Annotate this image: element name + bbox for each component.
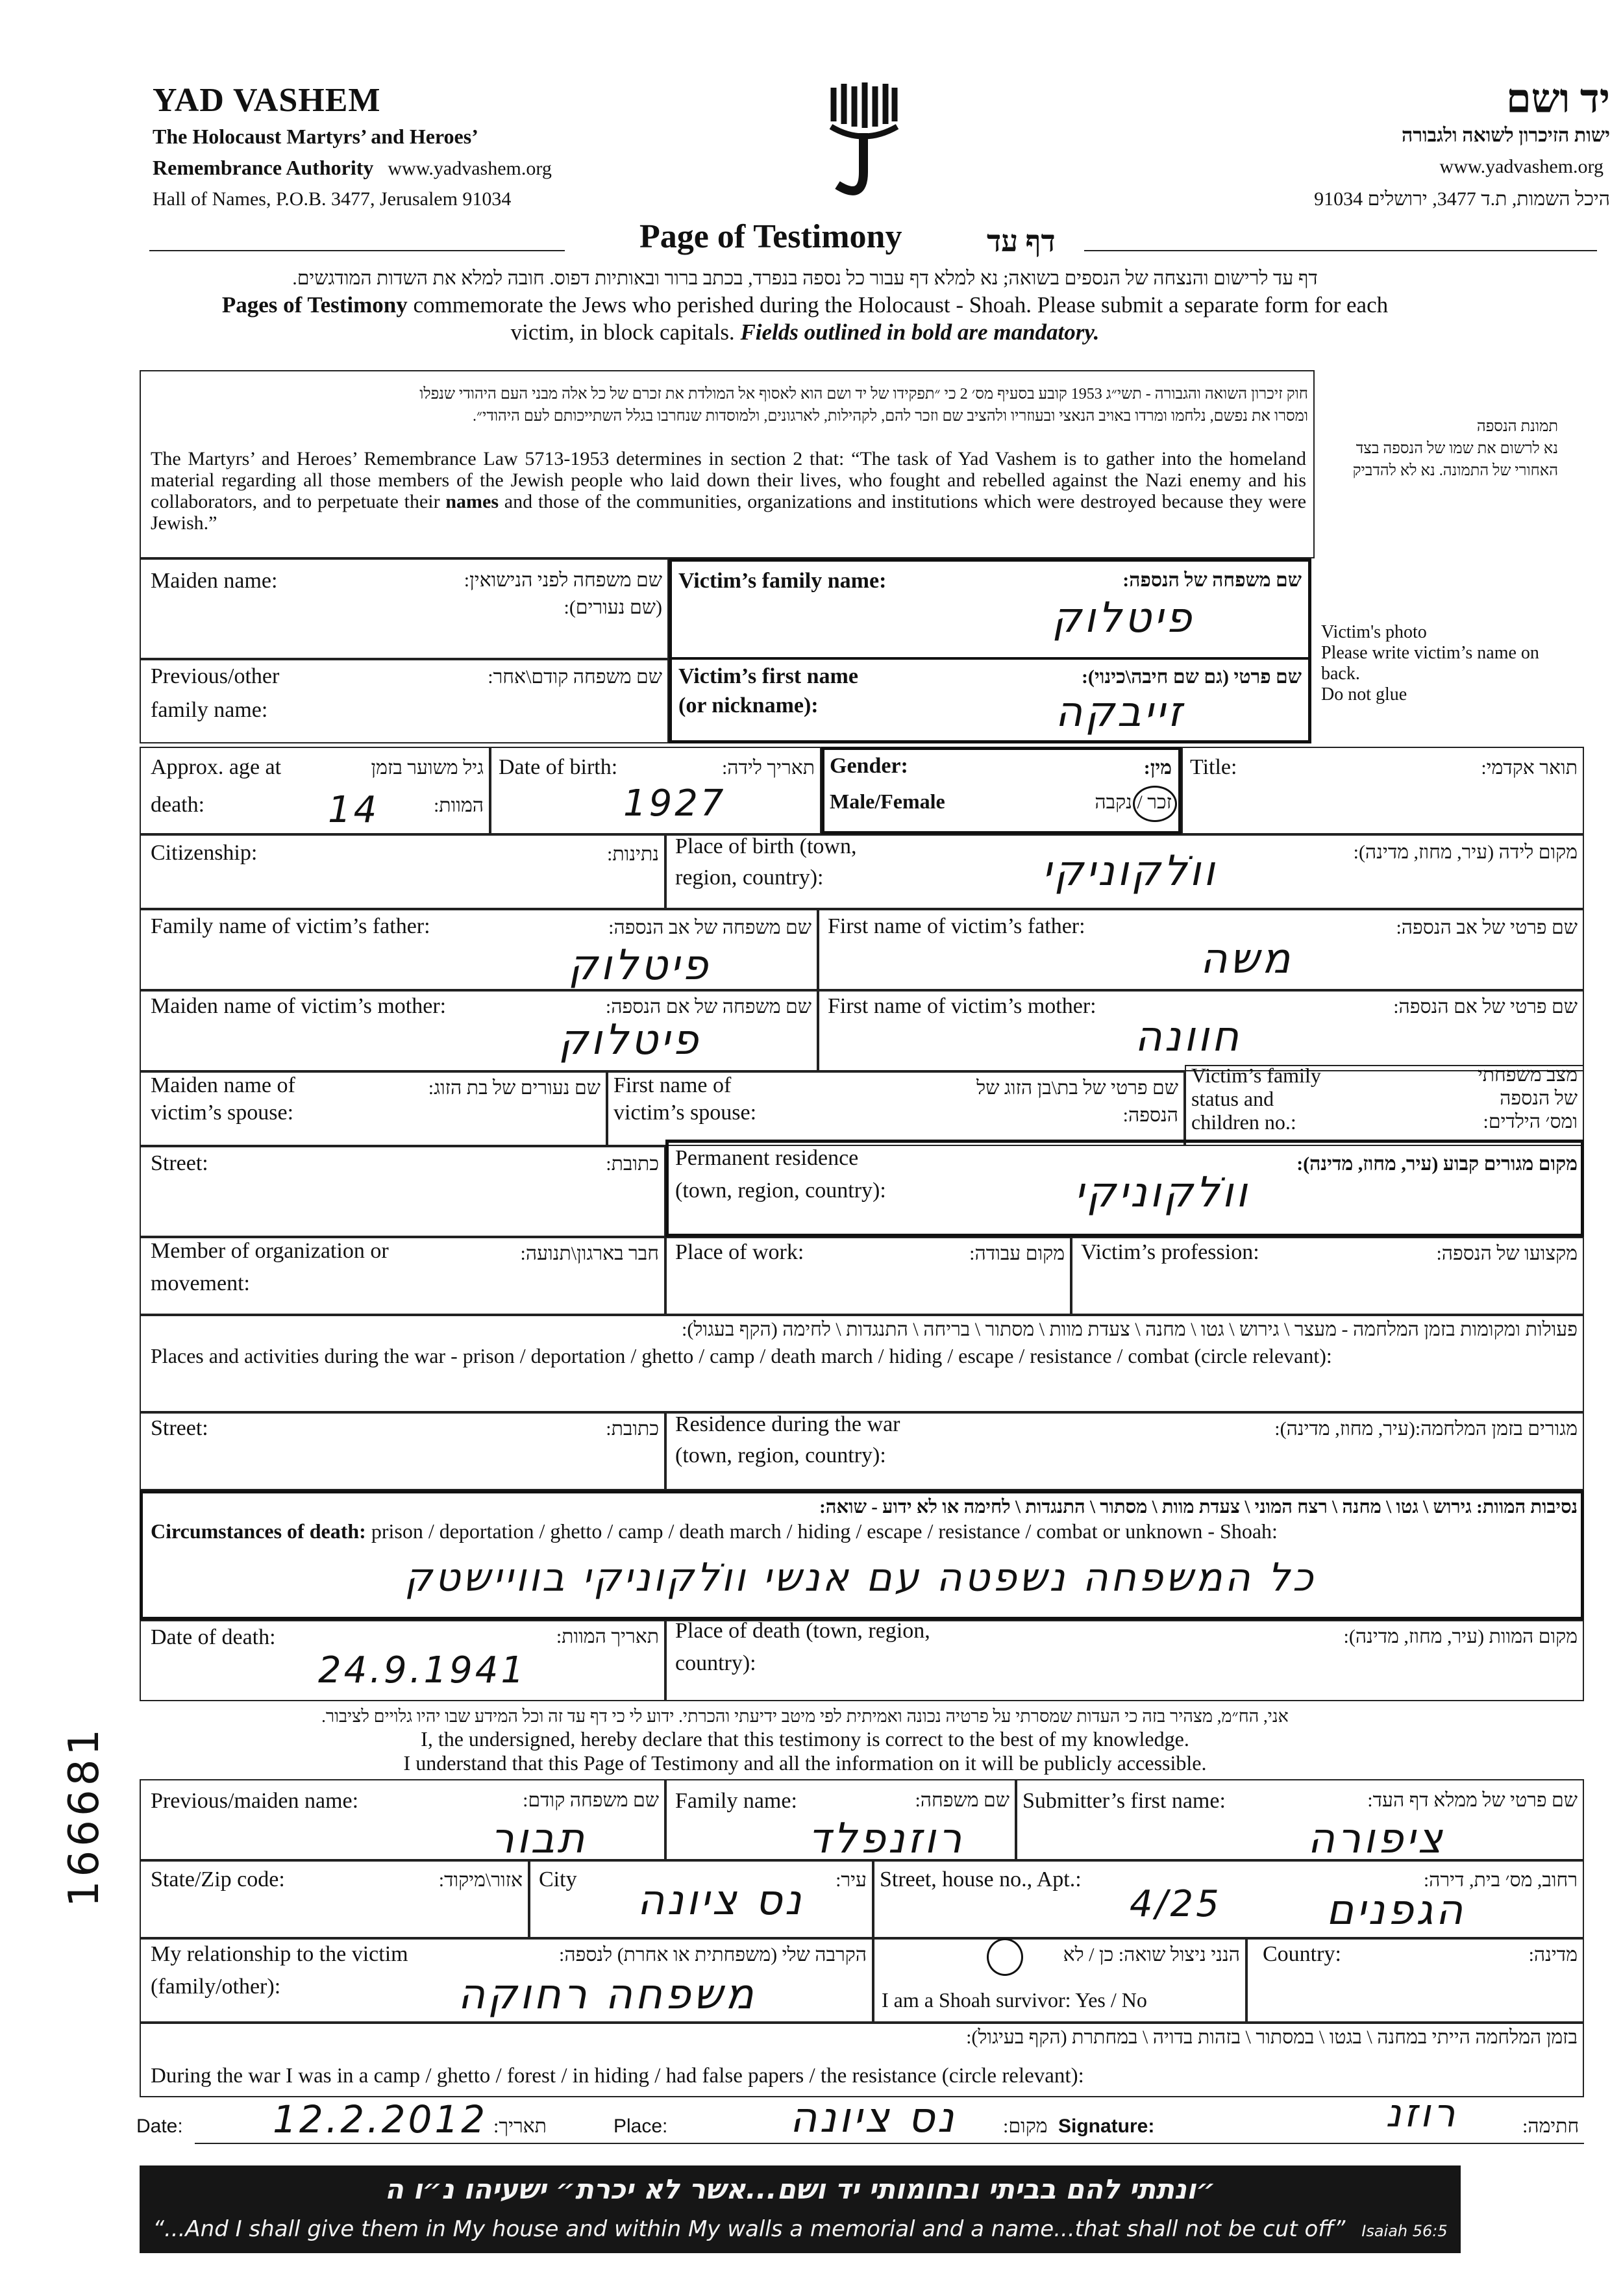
- gender-label-he: מין:: [1143, 757, 1172, 779]
- war-residence-label: Residence during the war: [675, 1412, 900, 1436]
- gender-label: Gender:: [830, 754, 908, 778]
- permanent-residence-label: Permanent residence: [675, 1146, 859, 1170]
- org-address-he: היכל השמות, ת.ד 3477, ירושלים 91034: [1314, 188, 1610, 210]
- age-value[interactable]: 14: [328, 789, 380, 831]
- submitter-street-label: Street, house no., Apt.:: [880, 1867, 1082, 1891]
- father-family-name-label: Family name of victim’s father:: [151, 914, 430, 938]
- war-residence-label2: (town, region, country):: [675, 1443, 886, 1467]
- family-status-label2: status and: [1191, 1087, 1274, 1110]
- spouse-first-name-label-he: שם פרטי של בת\בן הזוג של: [976, 1077, 1178, 1099]
- submitter-family-name-label-he: שם משפחה:: [915, 1790, 1009, 1811]
- victim-family-name-value[interactable]: פיטלוק: [1052, 594, 1195, 642]
- permanent-residence-value[interactable]: ווֹלקוניקי: [1074, 1169, 1250, 1217]
- org-authority-en: Remembrance Authority: [153, 156, 374, 179]
- age-label: Approx. age at: [151, 755, 282, 779]
- spouse-maiden-name-label-he: שם נעורים של בת הזוג:: [428, 1077, 601, 1099]
- father-first-name-label-he: שם פרטי של אב הנספה:: [1396, 917, 1578, 938]
- org-title-he: יד ושם: [1505, 77, 1610, 121]
- declaration-he: אני, הח״מ, מצהיר בזה כי העדות שמסרתי על פרטיה נכונה ואמיתית לפי מיטב ידיעתי והכרתי. ידוע לי כי דף עד זה וכל המידע שבו יהיו גלויים לציבור.: [321, 1706, 1289, 1726]
- previous-family-name-label2: family name:: [151, 698, 268, 722]
- family-status-he2: של הנספה: [1500, 1088, 1578, 1109]
- spouse-maiden-name-label2: victim’s spouse:: [151, 1101, 294, 1125]
- victim-family-name-label: Victim’s family name:: [678, 569, 887, 593]
- declaration-en1: I, the undersigned, hereby declare that this testimony is correct to the best of my knowledge.: [421, 1727, 1189, 1751]
- survivor-label-he: הנני ניצול שואה: כן / לא: [1063, 1944, 1240, 1965]
- place-of-death-label: Place of death (town, region,: [675, 1619, 930, 1643]
- spouse-first-name-label: First name of: [613, 1073, 732, 1097]
- relationship-label2: (family/other):: [151, 1975, 281, 1999]
- country-label-he: מדינה:: [1528, 1944, 1578, 1965]
- relationship-value[interactable]: משפחה רחוקה: [458, 1971, 756, 2019]
- instructions-en-bold: Pages of Testimony: [221, 292, 408, 318]
- permanent-residence-label2: (town, region, country):: [675, 1179, 886, 1203]
- instructions-en2-text: victim, in block capitals.: [510, 319, 735, 345]
- law-en: [151, 448, 1306, 534]
- circumstances-value[interactable]: כל המשפחה נשפטה עם אנשי ווֹלקוניקי בוויישטק: [404, 1555, 1316, 1601]
- victim-first-name-label2: (or nickname):: [678, 693, 819, 718]
- gender-label-he2: זכר / נקבה: [1095, 792, 1172, 813]
- zip-code-label: State/Zip code:: [151, 1867, 285, 1891]
- law-en-text: The Martyrs’ and Heroes’ Remembrance Law 5713-1953 determines in section 2 that: “The task of Yad Vashem is to gather into the homeland material regarding all those members of the Jewish people who laid down their lives, who fought and rebelled against the Nazi enemy and his collaborators, and to perpetuate their: [151, 448, 1306, 512]
- org-line2-en: [153, 156, 552, 180]
- father-family-name-label-he: שם משפחה של אב הנספה:: [608, 917, 811, 938]
- father-family-name-value[interactable]: פיטלוק: [568, 942, 711, 990]
- maiden-name-label-he: שם משפחה לפני הנישואין:: [464, 569, 662, 591]
- title-label: Title:: [1190, 755, 1237, 779]
- place-of-birth-label-he: מקום לידה (עיר, מחוז, מדינה):: [1353, 842, 1578, 863]
- submitter-first-name-value[interactable]: ציפורה: [1307, 1815, 1445, 1863]
- place-of-birth-label: Place of birth (town,: [675, 834, 857, 858]
- citizenship-label-he: נתינות:: [607, 843, 659, 865]
- age-label-he2: המוות:: [433, 795, 484, 816]
- instructions-en2: [0, 319, 1610, 345]
- date-label-he: תאריך:: [493, 2115, 547, 2137]
- family-status-he3: ומס׳ הילדים:: [1483, 1111, 1578, 1132]
- relationship-label: My relationship to the victim: [151, 1942, 408, 1966]
- spouse-first-name-label-he2: הנספה:: [1122, 1104, 1178, 1126]
- footer-quote-he: ״ונתתי להם בביתי ובחומותי יד ושם...אשר לא יכרת״ ישעיהו נ״ו ה: [384, 2173, 1216, 2205]
- profession-label: Victim’s profession:: [1081, 1240, 1259, 1264]
- date-of-death-label-he: תאריך המוות:: [556, 1626, 659, 1647]
- war-activities-label: Places and activities during the war - prison / deportation / ghetto / camp / death march / hiding / escape / resistance / combat (circle relevant):: [151, 1344, 1332, 1367]
- law-en-tail: and those of the communities, organizations and institutions which were destroyed because they were Jewish.”: [151, 491, 1307, 534]
- mother-first-name-label-he: שם פרטי של אם הנספה:: [1393, 996, 1578, 1017]
- gender-male-circle: [1133, 786, 1177, 822]
- photo-en-text: Please write victim’s name on back.: [1321, 643, 1539, 684]
- survivor-label: I am a Shoah survivor: Yes / No: [882, 1988, 1147, 2012]
- declaration-en2: I understand that this Page of Testimony and all the information on it will be publicly accessible.: [403, 1751, 1207, 1775]
- law-he-line1: חוק זיכרון השואה והגבורה - תשי״ג 1953 קובע בסעיף מס׳ 2 כי ״תפקידו של יד ושם הוא לאסוף אל המולדת את זכרם של כל אלה מבני העם היהודי שנפלו: [419, 386, 1308, 403]
- instructions-he: דף עד לרישום והנצחה של הנספים בשואה; נא למלא דף עבור כל נספה בנפרד, בכתב ברור ובאותיות דפוס. חובה למלא את השדות המודגשים.: [292, 268, 1318, 289]
- maiden-name-label-he2: (שם נעורים):: [564, 597, 662, 618]
- org-title-en: YAD VASHEM: [153, 82, 381, 119]
- family-status-label3: children no.:: [1191, 1110, 1296, 1134]
- photo-he-text: נא לרשום את שמו של הנספה בצד האחורי של התמונה. נא לא להדביק: [1352, 440, 1558, 479]
- war-street-label-he: כתובת:: [606, 1418, 659, 1440]
- submitter-war-label: During the war I was in a camp / ghetto / forest / in hiding / had false papers / the resistance (circle relevant):: [151, 2064, 1084, 2088]
- age-label-he: גיל משוער בזמן: [371, 757, 484, 779]
- city-value[interactable]: נס ציונה: [637, 1877, 804, 1925]
- submitter-prev-name-value[interactable]: תבור: [490, 1815, 588, 1863]
- victim-first-name-label-he: שם פרטי (גם שם חיבה\כינוי):: [1081, 666, 1302, 688]
- place-of-birth-value[interactable]: ווֹלקוניקי: [1042, 847, 1217, 895]
- place-label: Place:: [613, 2115, 668, 2137]
- footer-quote-en-text: “...And I shall give them in My house and within My walls a memorial and a name...that shall not be cut off”: [153, 2216, 1346, 2242]
- place-of-work-label: Place of work:: [675, 1240, 804, 1264]
- survivor-no-circle: [987, 1938, 1023, 1976]
- photo-en-title: Victim's photo: [1321, 622, 1427, 642]
- victim-first-name-value[interactable]: זייבקה: [1055, 688, 1185, 736]
- footer-quote-en: [146, 2216, 1454, 2242]
- age-label2: death:: [151, 793, 205, 817]
- organization-label-he: חבר בארגון\תנועה:: [520, 1243, 659, 1264]
- spouse-first-name-label2: victim’s spouse:: [613, 1101, 757, 1125]
- submitter-family-name-label: Family name:: [675, 1789, 797, 1813]
- submitter-family-name-value[interactable]: רוזנפלד: [808, 1815, 965, 1863]
- relationship-label-he: הקרבה שלי (משפחתית או אחרת) לנספה:: [559, 1944, 867, 1965]
- instructions-mandatory: Fields outlined in bold are mandatory.: [740, 319, 1100, 345]
- war-activities-label-he: פעולות ומקומות בזמן המלחמה - מעצר \ גירוש \ גטו \ מחנה \ צעדת מוות \ מסתור \ בריחה \ התנגדות \ לחימה (הקף בעגול):: [682, 1319, 1578, 1340]
- org-line1-en: The Holocaust Martyrs’ and Heroes’: [153, 125, 478, 148]
- father-first-name-value[interactable]: משה: [1200, 935, 1293, 983]
- signature-value[interactable]: רוזנ: [1385, 2091, 1458, 2136]
- mother-first-name-value[interactable]: חוונה: [1134, 1013, 1242, 1061]
- law-he-line2: ומסרו את נפשם, נלחמו ומרדו באויב הנאצי ובעוזריו ולהציב שם וזכר להם, לקהילות, לארגונים, ולמוסדות שנחרבו בגלל השתייכותם לעם היהודי״.: [472, 408, 1308, 425]
- father-first-name-label: First name of victim’s father:: [828, 914, 1085, 938]
- circumstances-label-he: נסיבות המוות: גירוש \ גטו \ מחנה \ רצח המוני \ צעדת מוות \ מסתור \ התנגדות \ לחימה או לא ידוע - שואה:: [819, 1497, 1578, 1517]
- circumstances-label-bold: Circumstances of death:: [151, 1519, 366, 1543]
- date-label: Date:: [136, 2115, 183, 2137]
- submitter-prev-name-label-he: שם משפחה קודם:: [523, 1790, 659, 1811]
- place-of-death-label-he: מקום המוות (עיר, מחוז, מדינה):: [1343, 1626, 1578, 1647]
- submitter-street-number-value[interactable]: 4/25: [1130, 1883, 1222, 1925]
- mother-maiden-name-label-he: שם משפחה של אם הנספה:: [605, 996, 811, 1017]
- circumstances-label-text: prison / deportation / ghetto / camp / death march / hiding / escape / resistance / combat or unknown - Shoah:: [371, 1519, 1278, 1543]
- signature-label: Signature:: [1058, 2115, 1155, 2137]
- photo-he-title: תמונת הנספה: [1476, 418, 1558, 435]
- photo-he: [1324, 416, 1558, 482]
- submitter-war-label-he: בזמן המלחמה הייתי במחנה \ בגטו \ במסתור \ בזהות בדויה \ במחתרת (הקף בעיגול):: [966, 2027, 1578, 2048]
- org-line1-he: ישות הזיכרון לשואה ולגבורה: [1402, 125, 1610, 146]
- family-status-he1: מצב משפחתי: [1477, 1064, 1578, 1086]
- side-number: [62, 1708, 107, 1922]
- dob-label-he: תאריך לידה:: [721, 757, 815, 779]
- footer-quote-band: [140, 2165, 1461, 2253]
- previous-family-name-label: Previous/other: [151, 664, 280, 688]
- spouse-maiden-name-label: Maiden name of: [151, 1073, 295, 1097]
- submitter-street-value[interactable]: הגפנים: [1326, 1886, 1466, 1934]
- place-value[interactable]: נס ציונה: [789, 2094, 957, 2142]
- war-street-label: Street:: [151, 1416, 208, 1440]
- dob-label: Date of birth:: [499, 755, 618, 779]
- submitter-first-name-label-he: שם פרטי של ממלא דף העד:: [1367, 1790, 1578, 1811]
- date-value[interactable]: 12.2.2012: [273, 2097, 488, 2141]
- gender-label2: Male/Female: [830, 790, 945, 813]
- signature-label-he: חתימה:: [1522, 2115, 1579, 2137]
- photo-en: [1321, 622, 1574, 705]
- org-address-en: Hall of Names, P.O.B. 3477, Jerusalem 91034: [153, 188, 512, 210]
- submitter-first-name-label: Submitter’s first name:: [1022, 1789, 1226, 1813]
- place-of-work-label-he: מקום עבודה:: [969, 1243, 1065, 1264]
- war-residence-label-he: מגורים בזמן המלחמה:(עיר, מחוז, מדינה):: [1274, 1418, 1578, 1440]
- date-of-death-label: Date of death:: [151, 1625, 276, 1649]
- dob-value[interactable]: 1927: [623, 782, 726, 825]
- side-number-text: 166681: [60, 1725, 108, 1908]
- victim-family-name-label-he: שם משפחה של הנספה:: [1122, 569, 1302, 591]
- city-label-he: עיר:: [836, 1869, 867, 1891]
- instructions-en-text: commemorate the Jews who perished during the Holocaust - Shoah. Please submit a separate form for each: [413, 292, 1389, 318]
- instructions-en: [0, 292, 1610, 318]
- footer-quote-ref: Isaiah 56:5: [1361, 2222, 1448, 2240]
- form-title-en: Page of Testimony: [639, 218, 902, 255]
- organization-label2: movement:: [151, 1271, 250, 1295]
- citizenship-label: Citizenship:: [151, 841, 258, 865]
- street-label-he: כתובת:: [606, 1153, 659, 1175]
- org-website-he: www.yadvashem.org: [1439, 156, 1604, 177]
- submitter-street-label-he: רחוב, מס׳ בית, דירה:: [1423, 1869, 1578, 1891]
- circumstances-label: [151, 1517, 1278, 1545]
- family-status-label: [1191, 1064, 1321, 1134]
- submitter-prev-name-label: Previous/maiden name:: [151, 1789, 359, 1813]
- family-status-label1: Victim’s family: [1191, 1064, 1321, 1087]
- previous-family-name-label-he: שם משפחה קודם\אחר:: [488, 666, 662, 688]
- permanent-residence-label-he: מקום מגורים קבוע (עיר, מחוז, מדינה):: [1296, 1153, 1578, 1175]
- place-label-he: מקום:: [1003, 2115, 1048, 2137]
- family-status-label-he: [1409, 1064, 1578, 1134]
- profession-label-he: מקצועו של הנספה:: [1436, 1243, 1578, 1264]
- zip-code-label-he: אזור\מיקוד:: [438, 1869, 523, 1891]
- mother-maiden-name-value[interactable]: פיטלוק: [558, 1016, 701, 1064]
- victim-first-name-label: Victim’s first name: [678, 664, 858, 688]
- maiden-name-label: Maiden name:: [151, 569, 278, 593]
- org-website-en: www.yadvashem.org: [388, 158, 552, 179]
- photo-en-glue: Do not glue: [1321, 684, 1407, 705]
- date-of-death-value[interactable]: 24.9.1941: [318, 1649, 527, 1691]
- city-label: City: [539, 1867, 577, 1891]
- form-title-he: דף עד: [987, 225, 1056, 258]
- organization-label: Member of organization or: [151, 1239, 389, 1263]
- mother-maiden-name-label: Maiden name of victim’s mother:: [151, 994, 447, 1018]
- country-label: Country:: [1263, 1942, 1341, 1966]
- street-label: Street:: [151, 1151, 208, 1175]
- mother-first-name-label: First name of victim’s mother:: [828, 994, 1096, 1018]
- law-en-names: names: [445, 491, 499, 512]
- title-label-he: תואר אקדמי:: [1481, 757, 1578, 779]
- place-of-birth-label2: region, country):: [675, 866, 824, 890]
- place-of-death-label2: country):: [675, 1651, 756, 1675]
